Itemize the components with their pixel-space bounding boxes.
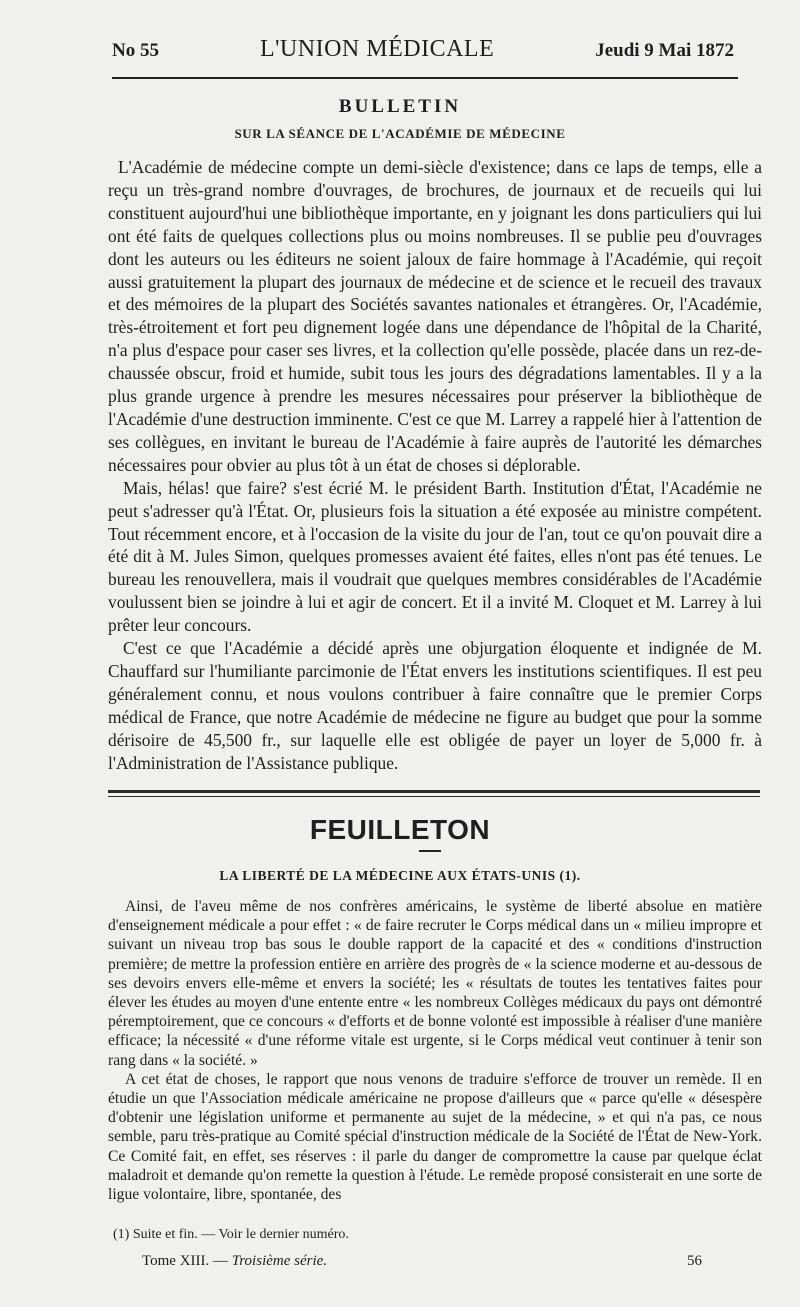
bulletin-subtitle: SUR LA SÉANCE DE L'ACADÉMIE DE MÉDECINE (234, 126, 566, 141)
header-rule (112, 77, 738, 79)
bulletin-body (108, 156, 762, 774)
feuilleton-paragraph: Ainsi, de l'aveu même de nos confrères américains, le système de liberté absolue en matière d'enseignement médicale a pour effet : « de faire recruter le Corps médical dans un « milieu impropre et suivant un niveau trop bas sous le double rapport de la capacité et des « conditions d'instruction première; de mettre la profession entière en arrière des progrès de « la science moderne et au-dessous de ses devoirs envers elle-même et envers la société; les « résultats de toutes les tentatives faites pour élever les études au moyen d'une entente entre « les nombreux Collèges médicaux du pays ont démontré péremptoirement, que ce concours « d'efforts et de bonne volonté est impossible à réaliser d'une manière efficace; la nécessité « d'une réforme vitale est urgente, si le Corps médical veut continuer à tenir son rang dans « la société. » (108, 898, 762, 1069)
feuilleton-body (108, 897, 762, 1204)
issue-date: Jeudi 9 Mai 1872 (595, 40, 734, 61)
footnote: (1) Suite et fin. — Voir le dernier numéro. (113, 1227, 349, 1242)
series-label: Troisième série. (231, 1253, 328, 1269)
section-divider (108, 790, 760, 797)
issue-number: No 55 (112, 40, 159, 61)
title-dash (419, 850, 441, 852)
tome-label: Tome XIII. — (142, 1253, 229, 1269)
page-footer (142, 1253, 702, 1270)
feuilleton-paragraph: A cet état de choses, le rapport que nous venons de traduire s'efforce de trouver un remède. Il en étudie un que l'Association médicale américaine ne propose d'ailleurs que « parce qu'elle « désespère d'obtenir une législation uniforme et permanente au sujet de la médecine, » et qui n'a pas, ce nous semble, paru très-pratique au Comité spécial d'instruction médicale de la Société de l'État de New-York. Ce Comité fait, en effet, ses réserves : il parle du danger de compromettre la cause par quelque éclat maladroit et demande qu'on remette la question à l'étude. Le remède proposé consisterait en une sorte de ligue volontaire, libre, spontanée, des (108, 1070, 762, 1204)
bulletin-paragraph: Mais, hélas! que faire? s'est écrié M. le président Barth. Institution d'État, l'Académie ne peut s'adresser qu'à l'État. Or, plusieurs fois la situation a été exposée au ministre compétent. Tout récemment encore, et à l'occasion de la visite du jour de l'an, tout ce qu'on pouvait dire a été dit à M. Jules Simon, quelques promesses avaient été faites, elles n'ont pas été tenues. Le bureau les renouvellera, mais il voudrait que quelques membres considérables de l'Académie voulussent bien se joindre à lui et agir de concert. Et il a invité M. Cloquet et M. Larrey à lui prêter leur concours. (108, 477, 762, 636)
bulletin-title: BULLETIN (338, 96, 462, 117)
volume-info (142, 1253, 327, 1270)
page-number: 56 (687, 1253, 702, 1269)
feuilleton-subtitle: LA LIBERTÉ DE LA MÉDECINE AUX ÉTATS-UNIS (1). (219, 868, 581, 883)
bulletin-paragraph: L'Académie de médecine compte un demi-siècle d'existence; dans ce laps de temps, elle a reçu un très-grand nombre d'ouvrages, de brochures, de journaux et de recueils qui lui constituent aujourd'hui une bibliothèque importante, en y joignant les dons particuliers qui lui ont été faits de quelques collections plus ou moins nombreuses. Il se publie peu d'ouvrages dont les auteurs ou les éditeurs ne soient jaloux de faire hommage à l'Académie, qui reçoit aussi gratuitement la plupart des journaux de médecine et de science et le recueil des travaux et des mémoires de la plupart des Sociétés savantes nationales et étrangères. Or, l'Académie, très-étroitement et fort peu dignement logée dans une dépendance de l'hôpital de la Charité, n'a plus d'espace pour caser ses livres, et la collection qu'elle possède, placée dans un rez-de-chaussée obscur, froid et humide, subit tous les jours des dégradations lamentables. Il y a la plus grande urgence à prendre les mesures nécessaires pour préserver la bibliothèque de l'Académie d'une destruction imminente. C'est ce que M. Larrey a rappelé hier à l'attention de ses collègues, en invitant le bureau de l'Académie à faire auprès de l'autorité les démarches nécessaires pour obvier au plus tôt à un état de choses si déplorable. (108, 157, 762, 475)
feuilleton-title: FEUILLETON (309, 814, 491, 845)
bulletin-paragraph: C'est ce que l'Académie a décidé après une objurgation éloquente et indignée de M. Chauffard sur l'humiliante parcimonie de l'État envers les institutions scientifiques. Il est peu généralement connu, et nous voulons contribuer à faire connaître que le premier Corps médical de France, que notre Académie de médecine ne figure au budget que pour la somme dérisoire de 45,500 fr., sur laquelle elle est obligée de payer un loyer de 5,000 fr. à l'Administration de l'Assistance publique. (108, 638, 762, 773)
page-header (112, 36, 734, 80)
journal-title: L'UNION MÉDICALE (259, 36, 495, 62)
